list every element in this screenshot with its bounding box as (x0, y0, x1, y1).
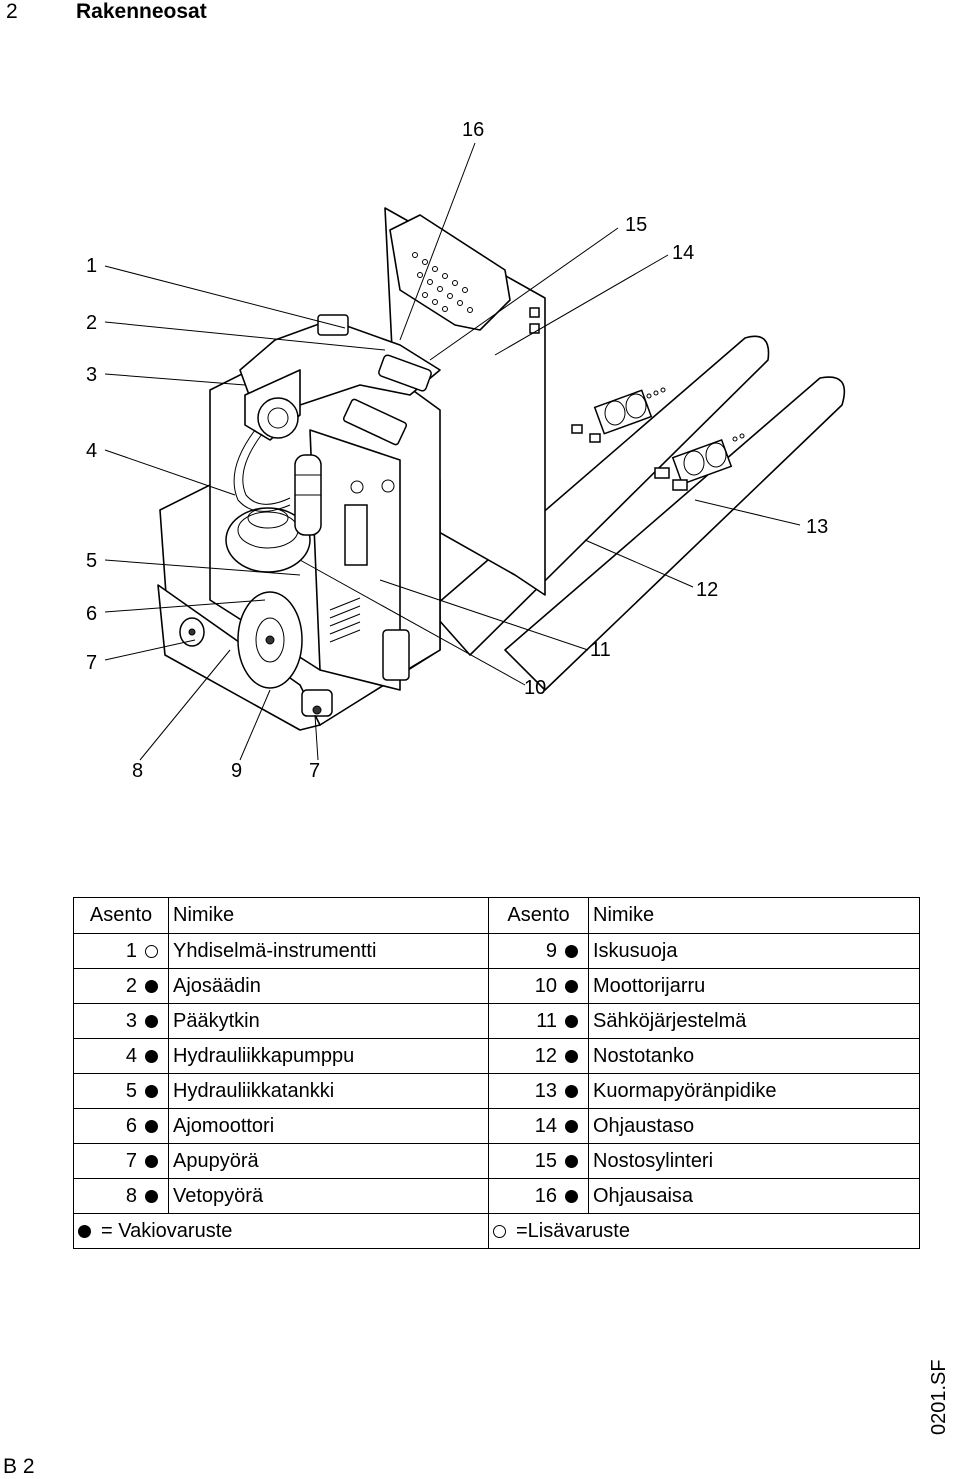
table-row (74, 1039, 920, 1074)
name-right-text: Nostotanko (593, 1044, 695, 1067)
header-position-left: Asento (74, 898, 169, 934)
position-right (489, 1039, 589, 1074)
open-circle-icon (145, 945, 158, 958)
support-wheel-left (180, 618, 204, 646)
fuse-panel (345, 505, 367, 565)
filled-dot-icon (145, 1155, 158, 1168)
page-number: B 2 (3, 1455, 35, 1478)
name-right (589, 934, 920, 969)
name-right-text: Nostosylinteri (593, 1149, 714, 1172)
name-right (589, 1004, 920, 1039)
legend-standard-label: = Vakiovaruste (101, 1219, 233, 1242)
name-left (169, 1074, 489, 1109)
name-left (169, 1039, 489, 1074)
name-left (169, 1179, 489, 1214)
callout-9: 9 (231, 760, 243, 782)
pallet-truck-diagram (0, 60, 960, 800)
name-left (169, 969, 489, 1004)
table-row (74, 969, 920, 1004)
callout-3: 3 (86, 364, 98, 386)
name-left (169, 934, 489, 969)
filled-dot-icon (565, 1155, 578, 1168)
name-right (589, 969, 920, 1004)
position-right (489, 1179, 589, 1214)
position-left (74, 1074, 169, 1109)
position-right-text: 15 (534, 1149, 557, 1172)
header-position-right: Asento (489, 898, 589, 934)
filled-dot-icon (145, 1120, 158, 1133)
callout-4: 4 (86, 440, 98, 462)
section-number: 2 (6, 0, 18, 23)
name-right-text: Ohjaustaso (593, 1114, 695, 1137)
table-body (74, 934, 920, 1214)
position-right-text: 11 (536, 1009, 557, 1032)
name-left-text: Yhdiselmä-instrumentti (173, 939, 377, 962)
position-left (74, 969, 169, 1004)
filled-dot-icon (565, 1050, 578, 1063)
position-left (74, 1039, 169, 1074)
legend-optional (489, 1214, 920, 1249)
name-right (589, 1144, 920, 1179)
position-right-text: 10 (534, 974, 557, 997)
position-left-text: 1 (125, 939, 137, 962)
filled-dot-icon (565, 945, 578, 958)
filled-dot-icon (565, 1190, 578, 1203)
filled-dot-icon (565, 1085, 578, 1098)
position-left-text: 4 (125, 1044, 137, 1067)
table-row (74, 1109, 920, 1144)
position-right (489, 934, 589, 969)
name-right-text: Iskusuoja (593, 939, 678, 962)
name-left-text: Vetopyörä (173, 1184, 264, 1207)
legend-row (74, 1214, 920, 1249)
parts-table (73, 897, 920, 1249)
position-right (489, 1109, 589, 1144)
filled-dot-icon (145, 1050, 158, 1063)
filled-dot-icon (565, 980, 578, 993)
position-left (74, 1144, 169, 1179)
header-name-right: Nimike (589, 898, 920, 934)
name-right-text: Moottorijarru (593, 974, 706, 997)
callout-6: 6 (86, 603, 98, 625)
callout-15: 15 (625, 214, 648, 236)
name-right (589, 1039, 920, 1074)
mast-label-upper (530, 308, 539, 317)
position-left-text: 6 (125, 1114, 137, 1137)
name-left-text: Ajosäädin (173, 974, 261, 997)
table-row (74, 1144, 920, 1179)
position-right-text: 16 (534, 1184, 557, 1207)
callout-10: 10 (524, 677, 547, 699)
brake-unit (383, 630, 409, 680)
position-left-text: 8 (125, 1184, 137, 1207)
name-left-text: Pääkytkin (173, 1009, 260, 1032)
filled-dot-icon (565, 1015, 578, 1028)
name-right (589, 1074, 920, 1109)
filled-dot-icon (145, 1190, 158, 1203)
callout-1: 1 (86, 255, 98, 277)
open-circle-icon (493, 1225, 506, 1238)
name-right-text: Ohjausaisa (593, 1184, 694, 1207)
position-left-text: 7 (125, 1149, 137, 1172)
position-right-text: 14 (534, 1114, 557, 1137)
position-right-text: 12 (534, 1044, 557, 1067)
legend-standard (74, 1214, 489, 1249)
callout-7b: 7 (309, 760, 321, 782)
filled-dot-icon (145, 980, 158, 993)
position-right (489, 1004, 589, 1039)
legend-optional-label: =Lisävaruste (516, 1219, 630, 1242)
position-left (74, 1109, 169, 1144)
position-left (74, 1004, 169, 1039)
table-row (74, 934, 920, 969)
table-header-row (74, 898, 920, 934)
document-code: 0201.SF (928, 1359, 950, 1435)
position-left (74, 934, 169, 969)
name-left-text: Hydrauliikkapumppu (173, 1044, 355, 1067)
name-right (589, 1109, 920, 1144)
callout-12: 12 (696, 579, 719, 601)
section-title: Rakenneosat (76, 0, 207, 23)
filled-dot-icon (145, 1015, 158, 1028)
table-row (74, 1004, 920, 1039)
position-right (489, 1074, 589, 1109)
header-name-left: Nimike (169, 898, 489, 934)
callout-8: 8 (132, 760, 144, 782)
position-right (489, 969, 589, 1004)
table-row (74, 1074, 920, 1109)
callout-7: 7 (86, 652, 98, 674)
position-left-text: 2 (125, 974, 137, 997)
name-left-text: Hydrauliikkatankki (173, 1079, 335, 1102)
drive-wheel (238, 592, 302, 688)
filled-dot-icon (565, 1120, 578, 1133)
tiller-pivot (258, 398, 298, 438)
callout-11: 11 (590, 639, 611, 661)
name-right-text: Sähköjärjestelmä (593, 1009, 747, 1032)
callout-16: 16 (462, 119, 485, 141)
hydraulic-pump (295, 455, 321, 535)
name-left-text: Ajomoottori (173, 1114, 275, 1137)
callout-14: 14 (672, 242, 695, 264)
callout-2: 2 (86, 312, 98, 334)
name-left (169, 1004, 489, 1039)
callout-5: 5 (86, 550, 98, 572)
name-left-text: Apupyörä (173, 1149, 259, 1172)
callout-13: 13 (806, 516, 829, 538)
name-right (589, 1179, 920, 1214)
position-right-text: 13 (534, 1079, 557, 1102)
table-row (74, 1179, 920, 1214)
filled-dot-icon (145, 1085, 158, 1098)
position-right (489, 1144, 589, 1179)
name-left (169, 1109, 489, 1144)
support-wheel-right (302, 690, 332, 716)
position-left-text: 5 (125, 1079, 137, 1102)
name-left (169, 1144, 489, 1179)
position-right-text: 9 (545, 939, 557, 962)
position-left (74, 1179, 169, 1214)
page-header (0, 0, 960, 30)
name-right-text: Kuormapyöränpidike (593, 1079, 777, 1102)
position-left-text: 3 (125, 1009, 137, 1032)
filled-dot-icon (78, 1225, 91, 1238)
